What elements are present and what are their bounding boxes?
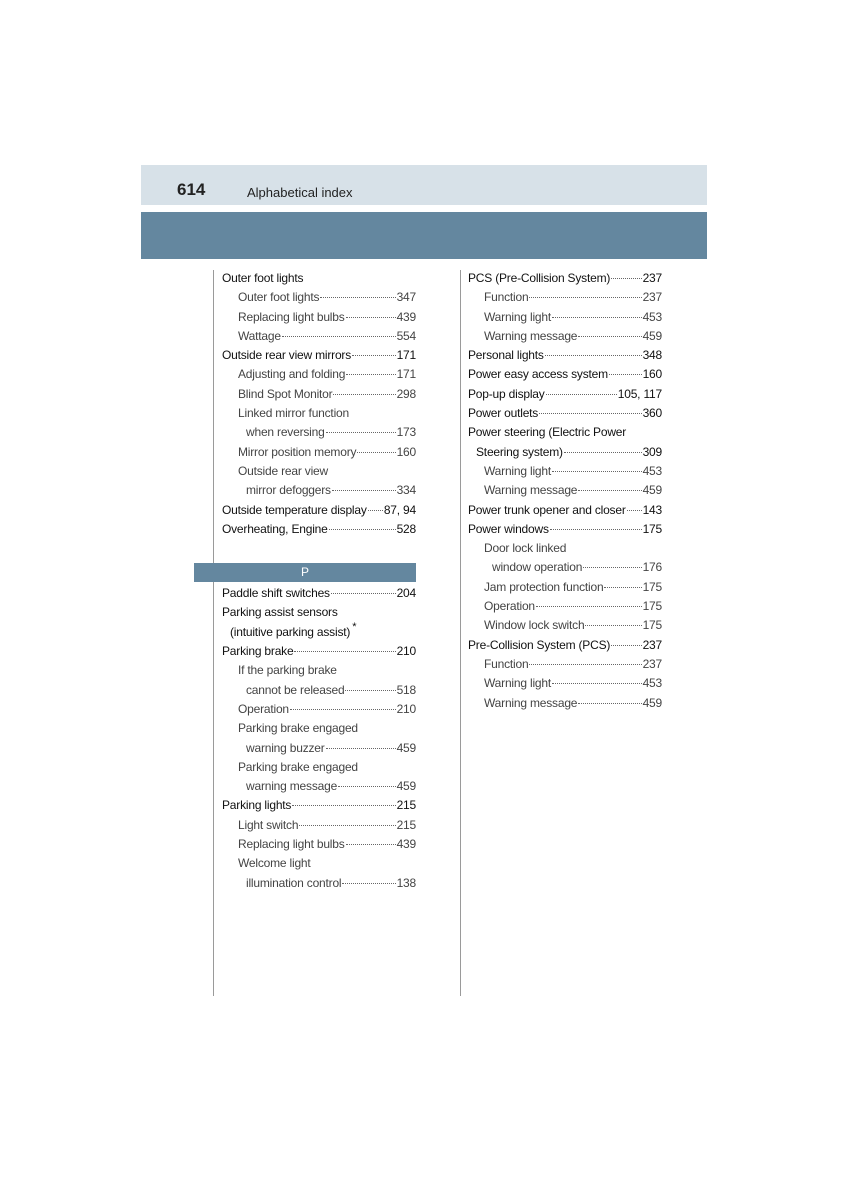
index-entry-outer-foot-lights (222, 288, 416, 307)
index-entry-parking-brake-engaged (222, 719, 416, 738)
index-entry-mirror-defoggers (222, 481, 416, 500)
entry-text: Outside rear view (238, 463, 328, 478)
page-reference: 237 (642, 637, 662, 652)
page-reference: 138 (396, 875, 416, 890)
entry-text: Outside temperature display (222, 502, 367, 517)
dot-leader (331, 593, 396, 594)
entry-text: Parking lights (222, 798, 292, 813)
index-entry-power-easy-access-system (468, 365, 662, 384)
dot-leader (609, 374, 642, 375)
entry-text: Blind Spot Monitor (238, 386, 333, 401)
right-index-column (468, 269, 662, 713)
entry-text: mirror defoggers (246, 483, 331, 498)
dot-leader (368, 510, 383, 511)
entry-text: Power steering (Electric Power (468, 425, 627, 440)
dot-leader (578, 703, 641, 704)
index-entry-steering-system (468, 443, 662, 462)
page-reference: 453 (642, 676, 662, 691)
dot-leader (333, 394, 395, 395)
entry-text: Wattage (238, 328, 281, 343)
index-entry-power-windows (468, 520, 662, 539)
index-entry-outer-foot-lights (222, 269, 416, 288)
index-group-o (222, 269, 416, 539)
entry-text: Operation (238, 701, 289, 716)
dot-leader (529, 297, 641, 298)
index-entry-paddle-shift-switches (222, 584, 416, 603)
page-reference: 439 (396, 309, 416, 324)
entry-text: Parking brake engaged (238, 721, 358, 736)
page-reference: 439 (396, 837, 416, 852)
index-entry-replacing-light-bulbs (222, 308, 416, 327)
index-entry-cannot-be-released (222, 681, 416, 700)
entry-text: Overheating, Engine (222, 521, 328, 536)
group-gap (222, 539, 416, 563)
index-entry-outside-rear-view-mirrors (222, 346, 416, 365)
entry-text: Outer foot lights (238, 290, 320, 305)
index-entry-intuitive-parking-assist (222, 620, 416, 642)
entry-text: Warning light (484, 676, 551, 691)
index-entry-warning-message (468, 327, 662, 346)
entry-text: Personal lights (468, 348, 544, 363)
page-reference: 210 (396, 644, 416, 659)
dot-leader (611, 278, 641, 279)
index-entry-operation (222, 700, 416, 719)
index-entry-power-steering-electric-power (468, 423, 662, 442)
dot-leader (346, 844, 396, 845)
index-entry-function (468, 655, 662, 674)
entry-text: Warning message (484, 483, 578, 498)
page-reference: 215 (396, 817, 416, 832)
page-reference: 160 (396, 444, 416, 459)
entry-text: warning buzzer (246, 740, 325, 755)
page-reference: 309 (642, 444, 662, 459)
index-entry-warning-message (468, 694, 662, 713)
entry-text: Linked mirror function (238, 406, 349, 421)
dot-leader (292, 805, 395, 806)
index-entry-window-lock-switch (468, 616, 662, 635)
dot-leader (346, 374, 395, 375)
entry-text: Pre-Collision System (PCS) (468, 637, 611, 652)
dot-leader (583, 567, 641, 568)
letter-heading-p: P (194, 563, 416, 582)
index-entry-parking-lights (222, 796, 416, 815)
index-entry-illumination-control (222, 874, 416, 893)
page-reference: 210 (396, 701, 416, 716)
index-entry-blind-spot-monitor (222, 385, 416, 404)
entry-text: Parking brake (222, 644, 294, 659)
index-entry-overheating-engine (222, 520, 416, 539)
dot-leader (326, 432, 396, 433)
right-column-rule (460, 270, 461, 996)
page-reference: 176 (642, 560, 662, 575)
entry-text: cannot be released (246, 682, 345, 697)
entry-text: (intuitive parking assist) (230, 624, 351, 639)
dot-leader (578, 490, 641, 491)
entry-text: Power outlets (468, 406, 539, 421)
entry-text: illumination control (246, 875, 342, 890)
entry-text: when reversing (246, 425, 325, 440)
index-entry-pcs-pre-collision-system (468, 269, 662, 288)
index-entry-warning-message (468, 481, 662, 500)
index-entry-personal-lights (468, 346, 662, 365)
page-reference: 160 (642, 367, 662, 382)
entry-text: Parking assist sensors (222, 605, 338, 620)
entry-text: If the parking brake (238, 663, 337, 678)
index-entry-if-the-parking-brake (222, 661, 416, 680)
dot-leader (604, 587, 641, 588)
dot-leader (338, 786, 396, 787)
page-reference: 175 (642, 618, 662, 633)
page-reference: 347 (396, 290, 416, 305)
dot-leader (299, 825, 395, 826)
page-reference: 298 (396, 386, 416, 401)
page-reference: 459 (396, 779, 416, 794)
page-reference: 105, 117 (617, 386, 662, 401)
section-title: Alphabetical index (247, 185, 353, 200)
page-reference: 175 (642, 599, 662, 614)
page-reference: 143 (642, 502, 662, 517)
index-entry-outside-rear-view (222, 462, 416, 481)
entry-text: Warning light (484, 463, 551, 478)
page-reference: 459 (396, 740, 416, 755)
dot-leader (332, 490, 396, 491)
index-entry-warning-light (468, 308, 662, 327)
dot-leader (345, 690, 395, 691)
index-entry-power-outlets (468, 404, 662, 423)
dot-leader (357, 452, 395, 453)
index-entry-parking-brake (222, 642, 416, 661)
index-entry-jam-protection-function (468, 578, 662, 597)
entry-text: Outside rear view mirrors (222, 348, 352, 363)
page-reference: 459 (642, 328, 662, 343)
entry-text: Parking brake engaged (238, 759, 358, 774)
page-reference: 518 (396, 682, 416, 697)
dot-leader (550, 529, 642, 530)
index-entry-pop-up-display (468, 385, 662, 404)
dot-leader (329, 529, 396, 530)
dot-leader (564, 452, 642, 453)
dot-leader (627, 510, 642, 511)
entry-text: window operation (492, 560, 583, 575)
index-entry-operation (468, 597, 662, 616)
dot-leader (294, 651, 395, 652)
page-reference: 237 (642, 271, 662, 285)
entry-text: Warning message (484, 328, 578, 343)
entry-text: Door lock linked (484, 541, 567, 556)
dot-leader (536, 606, 642, 607)
entry-text: Window lock switch (484, 618, 585, 633)
index-entry-when-reversing (222, 423, 416, 442)
index-entry-power-trunk-opener-and-closer (468, 501, 662, 520)
entry-text: Operation (484, 599, 535, 614)
entry-text: Function (484, 290, 529, 305)
dot-leader (282, 336, 396, 337)
index-entry-warning-light (468, 674, 662, 693)
dot-leader (539, 413, 641, 414)
dot-leader (578, 336, 641, 337)
header-band (141, 165, 707, 205)
page-reference: 175 (642, 579, 662, 594)
entry-text: Steering system) (476, 444, 563, 459)
dot-leader (611, 645, 641, 646)
page-reference: 215 (396, 798, 416, 813)
page-reference: 528 (396, 521, 416, 536)
index-entry-pre-collision-system-pcs (468, 636, 662, 655)
page-reference: 173 (396, 425, 416, 440)
index-entry-parking-brake-engaged (222, 758, 416, 777)
entry-text: Warning light (484, 309, 551, 324)
dot-leader (529, 664, 641, 665)
page-reference: 360 (642, 406, 662, 421)
entry-text: Welcome light (238, 856, 311, 871)
entry-text: Power trunk opener and closer (468, 502, 626, 517)
dot-leader (552, 683, 642, 684)
entry-text: Adjusting and folding (238, 367, 346, 382)
page-reference: 237 (642, 290, 662, 305)
dot-leader (320, 297, 395, 298)
dot-leader (552, 317, 642, 318)
dot-leader (585, 625, 641, 626)
page-reference: 334 (396, 483, 416, 498)
entry-text: Pop-up display (468, 386, 545, 401)
index-entry-light-switch (222, 816, 416, 835)
page-reference: 459 (642, 695, 662, 710)
page-reference: 171 (396, 348, 416, 363)
index-entry-adjusting-and-folding (222, 365, 416, 384)
index-entry-outside-temperature-display (222, 501, 416, 520)
index-entry-warning-buzzer (222, 739, 416, 758)
index-entry-linked-mirror-function (222, 404, 416, 423)
entry-text: Paddle shift switches (222, 586, 330, 601)
entry-text: Warning message (484, 695, 578, 710)
entry-text: Mirror position memory (238, 444, 357, 459)
index-group-p-continued (468, 269, 662, 713)
page-reference: 348 (642, 348, 662, 363)
footnote-star: * (352, 620, 357, 633)
entry-text: PCS (Pre-Collision System) (468, 271, 611, 285)
dot-leader (346, 317, 396, 318)
page-reference: 453 (642, 463, 662, 478)
index-entry-replacing-light-bulbs (222, 835, 416, 854)
entry-text: Function (484, 656, 529, 671)
left-column-rule (213, 270, 214, 996)
index-entry-warning-message (222, 777, 416, 796)
index-entry-welcome-light (222, 854, 416, 873)
page-number: 614 (177, 180, 206, 199)
page-reference: 204 (396, 586, 416, 601)
left-index-column (222, 269, 416, 893)
entry-text: Replacing light bulbs (238, 837, 345, 852)
page-reference: 554 (396, 328, 416, 343)
page-reference: 87, 94 (383, 502, 416, 517)
page-reference: 175 (642, 521, 662, 536)
dot-leader (290, 709, 396, 710)
page-reference: 453 (642, 309, 662, 324)
entry-text: warning message (246, 779, 338, 794)
index-group-p (222, 584, 416, 893)
title-bar (141, 212, 707, 259)
page-reference: 237 (642, 656, 662, 671)
dot-leader (552, 471, 642, 472)
index-entry-wattage (222, 327, 416, 346)
dot-leader (342, 883, 395, 884)
index-entry-warning-light (468, 462, 662, 481)
dot-leader (352, 355, 396, 356)
index-entry-mirror-position-memory (222, 443, 416, 462)
page-reference: 459 (642, 483, 662, 498)
entry-text: Power easy access system (468, 367, 608, 382)
index-entry-parking-assist-sensors (222, 603, 416, 622)
dot-leader (326, 748, 396, 749)
index-entry-window-operation (468, 558, 662, 577)
page-reference: 171 (396, 367, 416, 382)
dot-leader (545, 355, 642, 356)
dot-leader (546, 394, 617, 395)
entry-text: Replacing light bulbs (238, 309, 345, 324)
entry-text: Outer foot lights (222, 271, 304, 285)
index-entry-door-lock-linked (468, 539, 662, 558)
entry-text: Light switch (238, 817, 299, 832)
entry-text: Jam protection function (484, 579, 604, 594)
index-entry-function (468, 288, 662, 307)
entry-text: Power windows (468, 521, 549, 536)
